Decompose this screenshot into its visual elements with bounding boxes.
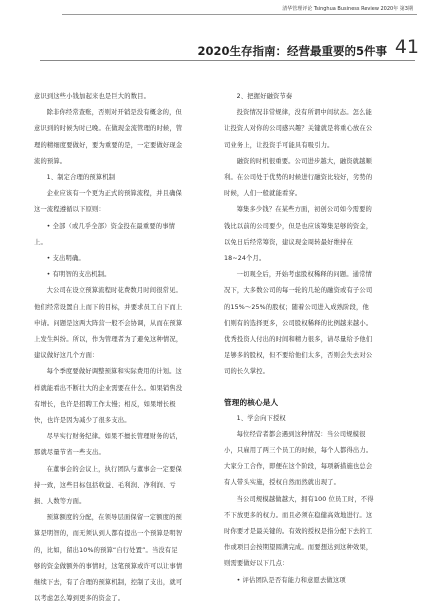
- left-column: [34, 89, 184, 608]
- right-column: [224, 89, 374, 589]
- bullet-item: • 全部（或几乎全部）资金投在最重要的事情上。: [34, 222, 176, 246]
- paragraph: 在董事会的会议上，执行团队与董事会一定要保持一致，这些目标包括收益、毛利润、净利润、亏损、人数等方面。: [34, 465, 182, 506]
- paragraph: 预算额度的分配，在领导层面保留一定额度的预算是明智的，而无须认到人都有提出一个预算是明智的，比如，留出10%的预算“自行处置”。当没有足够的资金做额外的事情时，这笔预算或许可以让事情继续下去，有了合理的预算机制，控制了支出，就可以考虑怎么筹到更多的资金了。: [34, 514, 183, 603]
- paragraph: 除非你经常查账，否则对开销是没有概念的，但意识到的时候为时已晚。在做现金流管理的时候，管理的精细度要做好，要为重要的是，一定要做好现金流的预算。: [34, 109, 183, 165]
- paragraph: 每位经营者都会遇到这种情况：当公司规模很小，只雇用了两三个员工的时候，每个人都得出力。大家分工合作，即便在这个阶段，每项新措施也总会有人带头实施，授权自然而然就出现了。: [224, 430, 373, 487]
- header-rule: [62, 14, 417, 15]
- paragraph: 大公司在设立预算流程时花费数月时间很常见。他们经常设置自上而下的目标，并要求员工自下而上申请。问题是这两大阵营一般不会协调，从而在预算上发生纠纷。所以，作为管理者为了避免这种情况，建议做好这几个方面：: [34, 287, 183, 360]
- paragraph: 每个季度要做好调整预算和实际费用的计划。这样就能看出不断壮大的企业需要在什么。如果销售没有增长，也许是招聘工作太慢；相反，如果增长极快，也许是因为减少了很多支出。: [34, 368, 183, 425]
- paragraph: 投资情况非常规律，没有所谓中间状态。怎么能让投资人对你的公司感兴趣？关键就是将重心放在公司业务上，让投资手可能具有吸引力。: [224, 109, 373, 149]
- bullet-item: • 有明智的支出机制。: [46, 271, 111, 279]
- paragraph: 一切观全后，开始考虑股权稀释的问题。通常情况下，大多数公司的每一轮的几轮的融资或有子公司的15%～25%的股权；随着公司进入成熟阶段，他们则有的选择更多，公司股权稀释的比例越来越小。优秀投资人付出的时间和精力很多，请尽量给予他们足够多的股权，但不要给他们太多，否则会失去对公司的长久掌控。: [224, 271, 373, 376]
- bullet-item: • 评估团队是否有能力和意愿去做这项: [236, 576, 346, 584]
- page-number: 41: [394, 36, 419, 58]
- bullet-item: • 支出明确。: [46, 255, 85, 263]
- paragraph: 融资的时机很重要。公司进步越大，融资就越顺利。在公司处于优势的时候进行融资比较好，劣势的时候，人们一般就能看穿。: [224, 157, 373, 198]
- paragraph: 企业应该有一个更为正式的预算流程，并且确保这一流程遵循以下原则：: [34, 190, 182, 214]
- subheading: 2、把握好融资节奏: [236, 93, 293, 100]
- paragraph-continuation: 意识到这些小钱加起来也是巨大的数目。: [34, 93, 151, 100]
- section-heading: 管理的核心是人: [224, 397, 279, 407]
- journal-name: 清华管理评论 Tsinghua Business Review 2020年 第3期: [282, 6, 413, 12]
- paragraph: 筹集多少钱？在某些方面，初创公司如今需要的钱比以前的公司要少，但是也应该筹集足够的资金，以免日后经常筹资，建议现金周转最好维持在 18~24个月。: [224, 206, 373, 263]
- paragraph: 当公司规模越做越大，拥有100 位员工时，不得不下放更多的权力。而且必须在稳健高效地进行。这时你要才是最关键的。有效的授权是指分配下去的工作或项目会按期望圆满完成。而要想达到这种效果，则需要做好以下几点：: [224, 495, 374, 568]
- running-header: [0, 0, 427, 20]
- paragraph: 尽早实行财务纪律。如果不擅长管理财务的话，那就尽量节省一些支出。: [34, 433, 182, 457]
- subheading: 1、制定合理的预算机制: [46, 174, 116, 182]
- subheading: 1、学会向下授权: [236, 414, 286, 422]
- title-rule: [40, 60, 415, 61]
- section-title: 2020生存指南：经营最重要的5件事: [197, 44, 387, 58]
